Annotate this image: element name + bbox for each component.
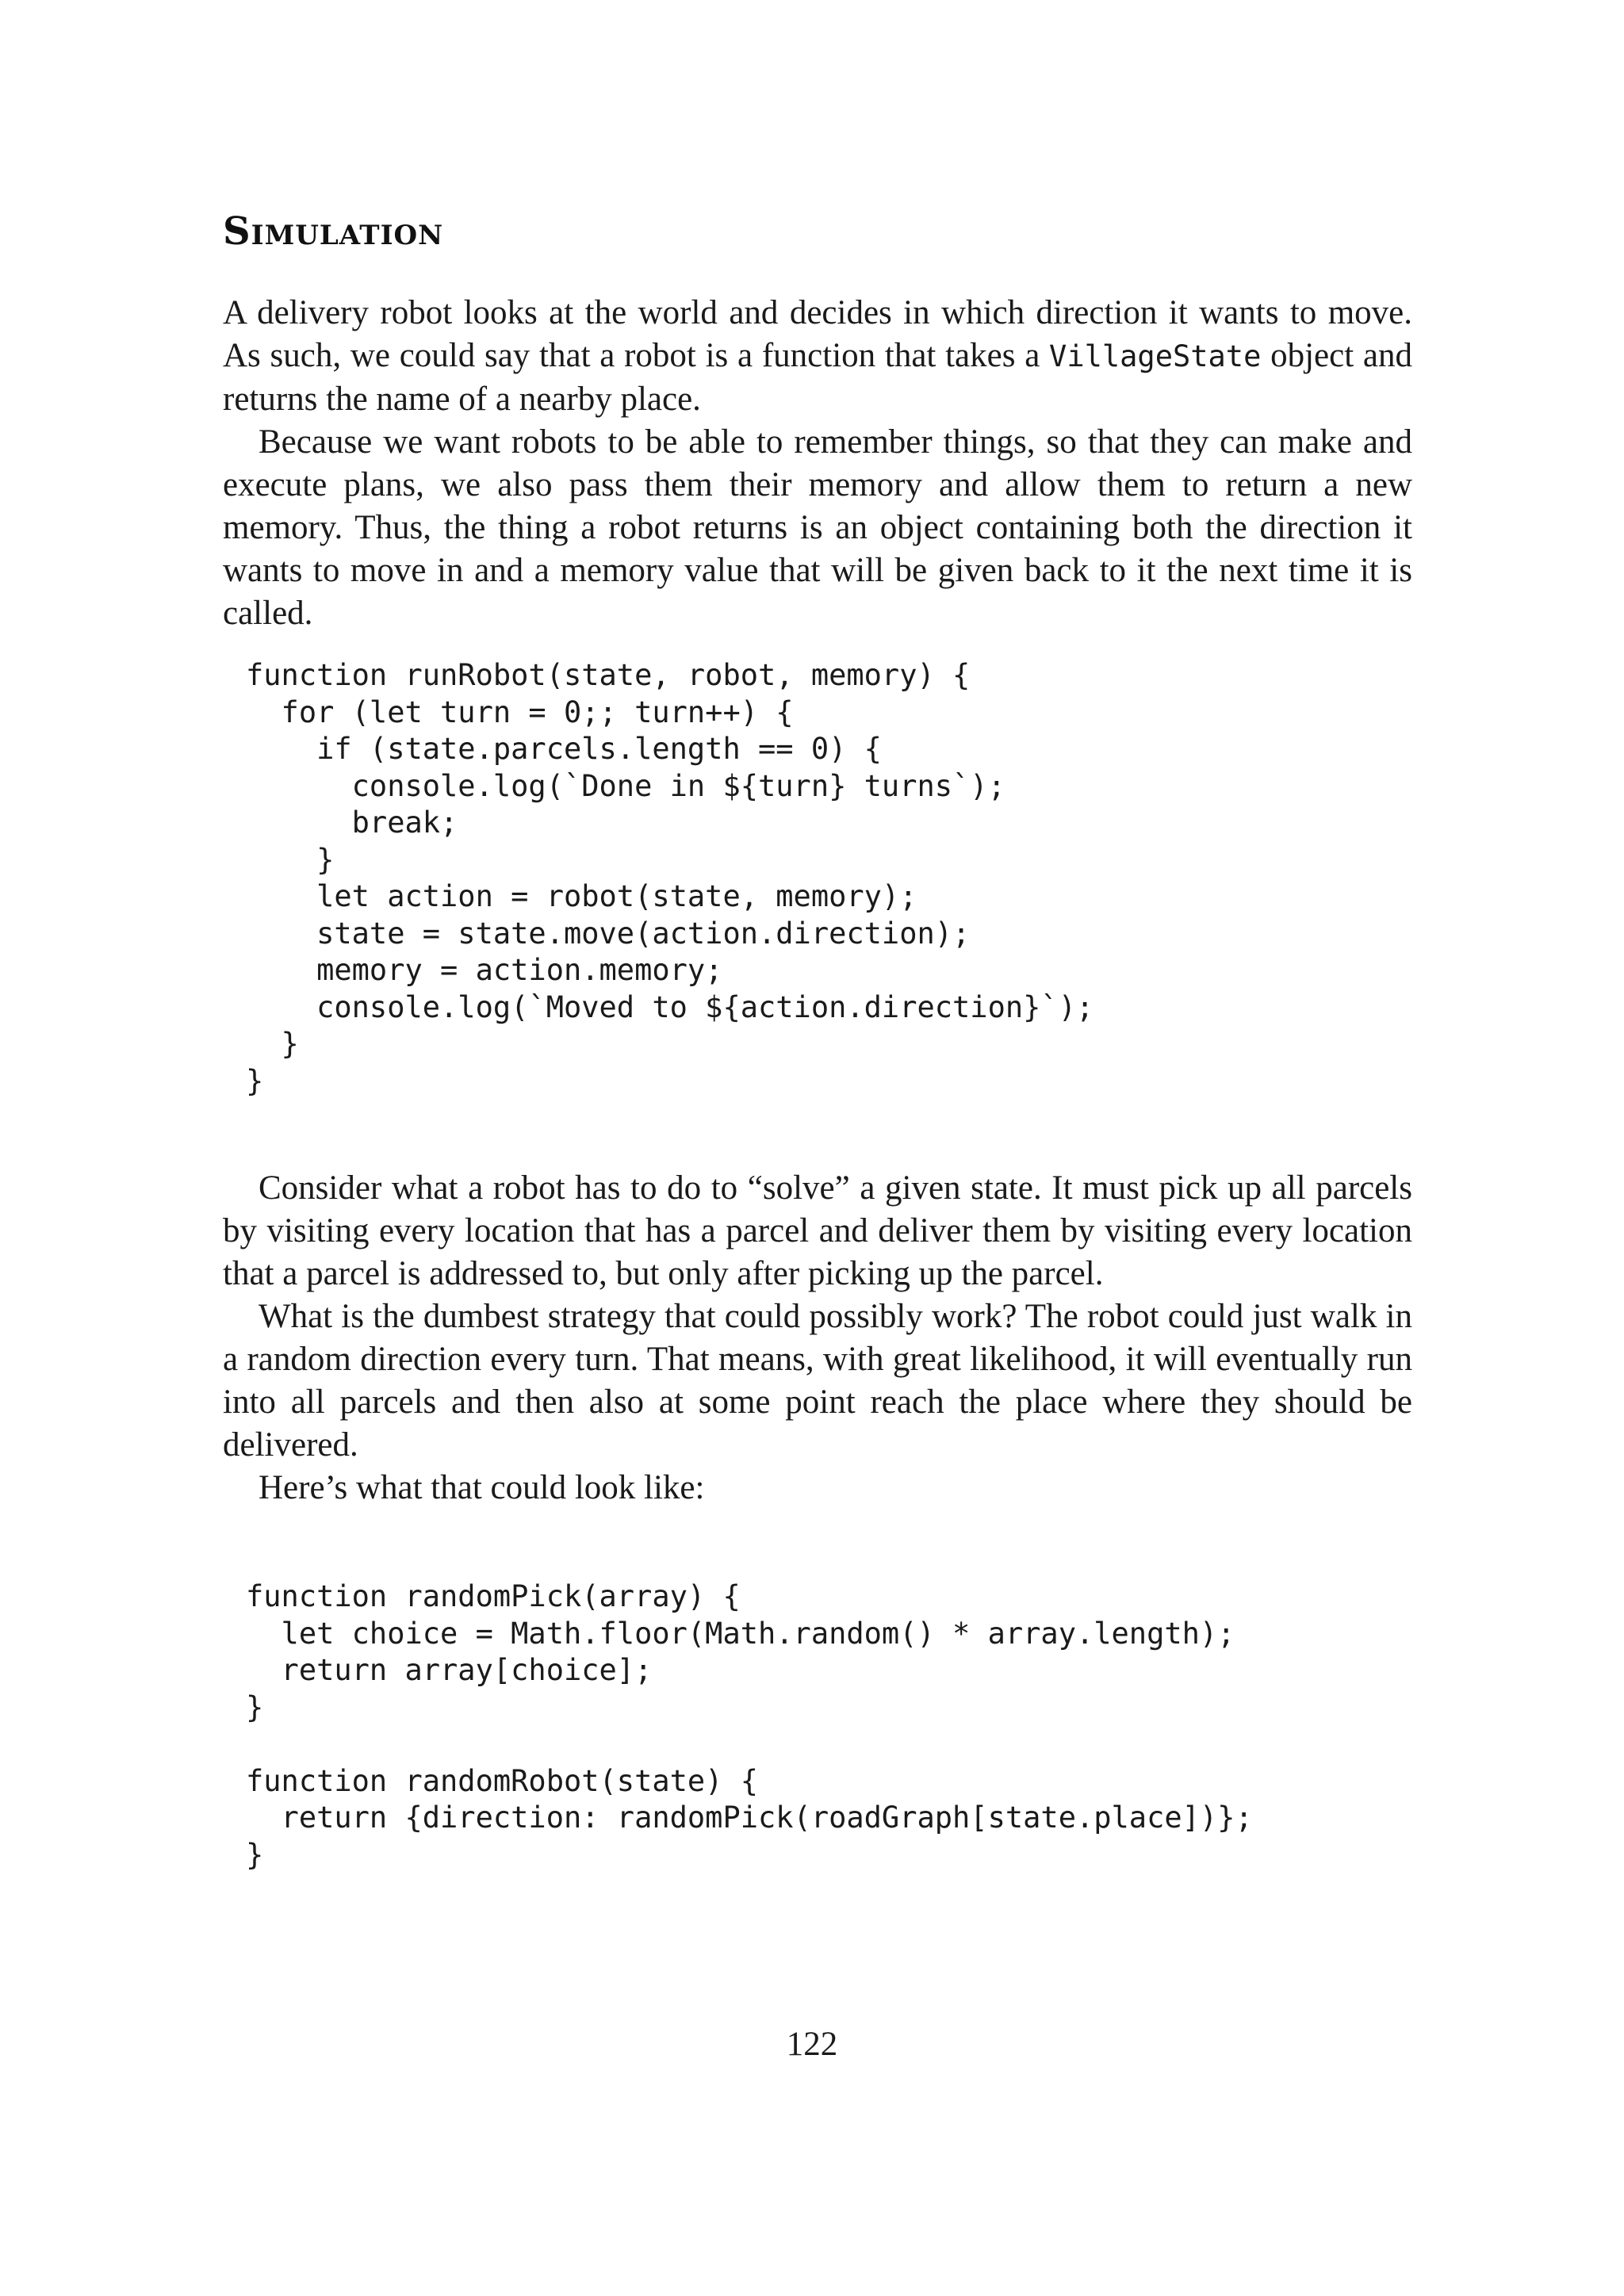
paragraph (223, 292, 1412, 421)
paragraph: What is the dumbest strategy that could possibly work? The robot could just walk in a random direction every turn. That means, with great likelihood, it will eventually run into all parcels and then also at some point reach the place where they should be delivered. (223, 1298, 1412, 1464)
paragraph: Because we want robots to be able to remember things, so that they can make and execute plans, we also pass them their memory and allow them to return a new memory. Thus, the thing a robot returns is an object containing both the direction it wants to move in and a memory value that will be given back to it the next time it is called. (223, 423, 1412, 632)
paragraph: Consider what a robot has to do to “solve” a given state. It must pick up all parcels by visiting every location that has a parcel and deliver them by visiting every location that a parcel is addressed to, but only after picking up the parcel. (223, 1169, 1412, 1292)
page-number: 122 (786, 2026, 838, 2063)
code-block-run-robot: function runRobot(state, robot, memory) { for (let turn = 0;; turn++) { if (state.parcels.length == 0) { console.log(`Done in ${turn} turns`); break; } let action = robot(state, memory); state = state.move(action.direction); memory = action.memory; console.log(`Moved to ${action.direction}`); } } (246, 658, 1094, 1098)
middle-text (223, 1167, 1412, 1510)
inline-code: VillageState (1049, 339, 1262, 373)
paragraph-text: A delivery robot looks at the world and decides in which direction it wants to move. As such, we could say that a robot is a function that takes a (223, 294, 1412, 374)
paragraph-text: object and returns the name of a nearby place. (223, 337, 1412, 418)
code-block-random-robot: function randomPick(array) { let choice = Math.floor(Math.random() * array.length); return array[choice]; } function randomRobot(state) { return {direction: randomPick(roadGraph[state.place])}; } (246, 1579, 1253, 1872)
section-heading: Simulation (223, 209, 444, 254)
intro-text (223, 292, 1412, 635)
paragraph: Here’s what that could look like: (259, 1469, 705, 1506)
